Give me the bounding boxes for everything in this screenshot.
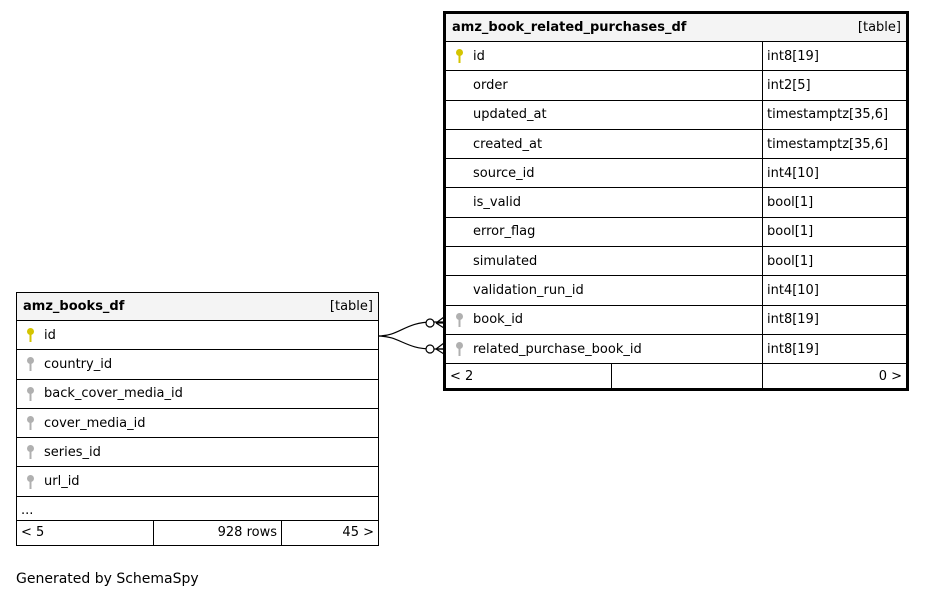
column-name-cell	[446, 276, 762, 304]
column-row[interactable]	[17, 438, 378, 467]
column-row[interactable]	[17, 321, 378, 350]
column-name-cell	[446, 130, 762, 158]
column-list	[17, 321, 378, 497]
column-name-cell	[446, 306, 762, 334]
table-amz-book-related-purchases-df[interactable]	[443, 11, 909, 391]
column-name: source_id	[473, 165, 535, 181]
column-name-cell	[446, 188, 762, 216]
foreign-key-icon	[454, 341, 465, 357]
table-name: amz_book_related_purchases_df	[452, 20, 687, 35]
column-name: id	[44, 327, 56, 343]
column-name: validation_run_id	[473, 283, 584, 299]
column-name: series_id	[44, 444, 101, 460]
column-row[interactable]	[446, 71, 906, 100]
column-name-cell	[17, 409, 378, 437]
column-name-cell	[17, 350, 378, 378]
column-name-cell	[446, 42, 762, 70]
column-name-cell	[446, 335, 762, 363]
primary-key-icon	[454, 48, 465, 64]
footer-rows	[612, 364, 763, 388]
foreign-key-icon	[25, 415, 36, 431]
column-type: int4[10]	[762, 276, 906, 304]
column-name-cell	[17, 380, 378, 408]
column-row[interactable]	[446, 130, 906, 159]
column-row[interactable]	[17, 409, 378, 438]
column-name: order	[473, 77, 508, 93]
column-name: is_valid	[473, 195, 522, 211]
column-type: bool[1]	[762, 188, 906, 216]
table-header	[446, 14, 906, 42]
crowfoot-optional-circle	[426, 319, 434, 327]
column-type: int8[19]	[762, 42, 906, 70]
column-type: timestamptz[35,6]	[762, 130, 906, 158]
table-name: amz_books_df	[23, 299, 125, 314]
foreign-key-icon	[25, 474, 36, 490]
table-kind: [table]	[857, 20, 901, 35]
column-row[interactable]	[446, 42, 906, 71]
generated-by-label: Generated by SchemaSpy	[16, 571, 199, 587]
footer-children[interactable]: 0 >	[878, 368, 902, 384]
footer-rows: 928 rows	[154, 521, 282, 545]
table-kind: [table]	[329, 299, 373, 314]
column-row[interactable]	[446, 218, 906, 247]
column-row[interactable]	[446, 101, 906, 130]
column-row[interactable]	[17, 380, 378, 409]
column-row[interactable]	[446, 159, 906, 188]
column-name: book_id	[473, 312, 524, 328]
column-name: cover_media_id	[44, 415, 146, 431]
column-type: int8[19]	[762, 306, 906, 334]
column-name: id	[473, 48, 485, 64]
column-name: created_at	[473, 136, 543, 152]
column-name-cell	[446, 159, 762, 187]
column-row[interactable]	[446, 247, 906, 276]
column-type: int8[19]	[762, 335, 906, 363]
column-name-cell	[446, 71, 762, 99]
table-footer	[17, 521, 378, 545]
column-name-cell	[17, 438, 378, 466]
column-name: url_id	[44, 474, 80, 490]
column-name: updated_at	[473, 107, 547, 123]
column-name-cell	[17, 321, 378, 349]
column-type: bool[1]	[762, 247, 906, 275]
column-name: related_purchase_book_id	[473, 341, 642, 357]
column-name-cell	[17, 467, 378, 495]
more-columns-ellipsis: ...	[17, 497, 378, 521]
foreign-key-icon	[25, 356, 36, 372]
column-name-cell	[446, 247, 762, 275]
foreign-key-icon	[25, 444, 36, 460]
column-list	[446, 42, 906, 364]
column-row[interactable]	[446, 335, 906, 364]
table-footer	[446, 364, 906, 388]
column-name: simulated	[473, 253, 538, 269]
column-name: country_id	[44, 356, 113, 372]
footer-parents[interactable]: < 2	[446, 364, 612, 388]
column-name-cell	[446, 218, 762, 246]
foreign-key-icon	[25, 386, 36, 402]
column-name: error_flag	[473, 224, 536, 240]
column-type: int2[5]	[762, 71, 906, 99]
column-row[interactable]	[17, 350, 378, 379]
column-name-cell	[446, 101, 762, 129]
footer-parents[interactable]: < 5	[17, 521, 154, 545]
footer-children[interactable]: 45 >	[342, 525, 374, 541]
column-name: back_cover_media_id	[44, 386, 183, 402]
crowfoot-optional-circle	[426, 345, 434, 353]
column-type: int4[10]	[762, 159, 906, 187]
foreign-key-icon	[454, 312, 465, 328]
table-header	[17, 293, 378, 321]
column-row[interactable]	[446, 276, 906, 305]
column-row[interactable]	[446, 188, 906, 217]
column-type: bool[1]	[762, 218, 906, 246]
primary-key-icon	[25, 327, 36, 343]
column-type: timestamptz[35,6]	[762, 101, 906, 129]
table-amz-books-df[interactable]	[16, 292, 379, 546]
column-row[interactable]	[446, 306, 906, 335]
column-row[interactable]	[17, 467, 378, 496]
